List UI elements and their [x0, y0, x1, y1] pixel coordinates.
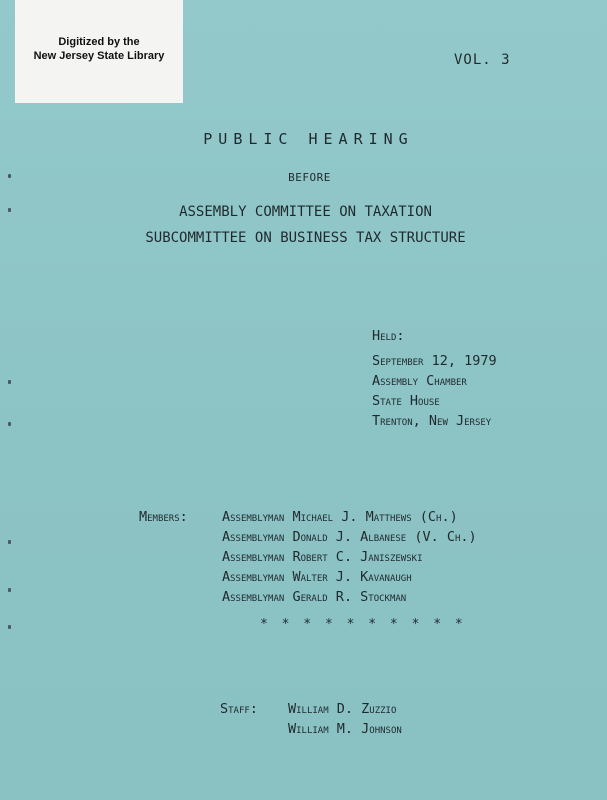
member-item: Assemblyman Robert C. Janiszewski [222, 549, 423, 565]
binding-hole [8, 422, 11, 426]
member-item: Assemblyman Michael J. Matthews (Ch.) [222, 509, 458, 525]
binding-hole [8, 625, 11, 629]
subcommittee-name: SUBCOMMITTEE ON BUSINESS TAX STRUCTURE [145, 230, 466, 246]
sticker-line-2: New Jersey State Library [33, 50, 165, 62]
volume-label: VOL. 3 [454, 52, 511, 68]
sticker-line-1: Digitized by the [58, 36, 140, 48]
member-item: Assemblyman Donald J. Albanese (V. Ch.) [222, 529, 477, 545]
binding-hole [8, 588, 11, 592]
held-place-1: Assembly Chamber [372, 373, 467, 389]
staff-label: Staff: [220, 701, 258, 717]
document-title: PUBLIC HEARING [203, 130, 414, 148]
before-label: BEFORE [288, 171, 331, 184]
binding-hole [8, 540, 11, 544]
members-label: Members: [139, 509, 188, 525]
binding-hole [8, 174, 11, 178]
library-sticker [15, 0, 183, 103]
member-item: Assemblyman Gerald R. Stockman [222, 589, 407, 605]
held-date: September 12, 1979 [372, 353, 497, 369]
binding-hole [8, 380, 11, 384]
committee-name: ASSEMBLY COMMITTEE ON TAXATION [179, 204, 432, 220]
held-label: Held: [372, 328, 405, 344]
staff-item: William M. Johnson [288, 721, 402, 737]
staff-item: William D. Zuzzio [288, 701, 397, 717]
separator-stars: * * * * * * * * * * [260, 617, 466, 632]
member-item: Assemblyman Walter J. Kavanaugh [222, 569, 412, 585]
held-place-2: State House [372, 393, 440, 409]
binding-hole [8, 208, 11, 212]
held-place-3: Trenton, New Jersey [372, 413, 492, 429]
